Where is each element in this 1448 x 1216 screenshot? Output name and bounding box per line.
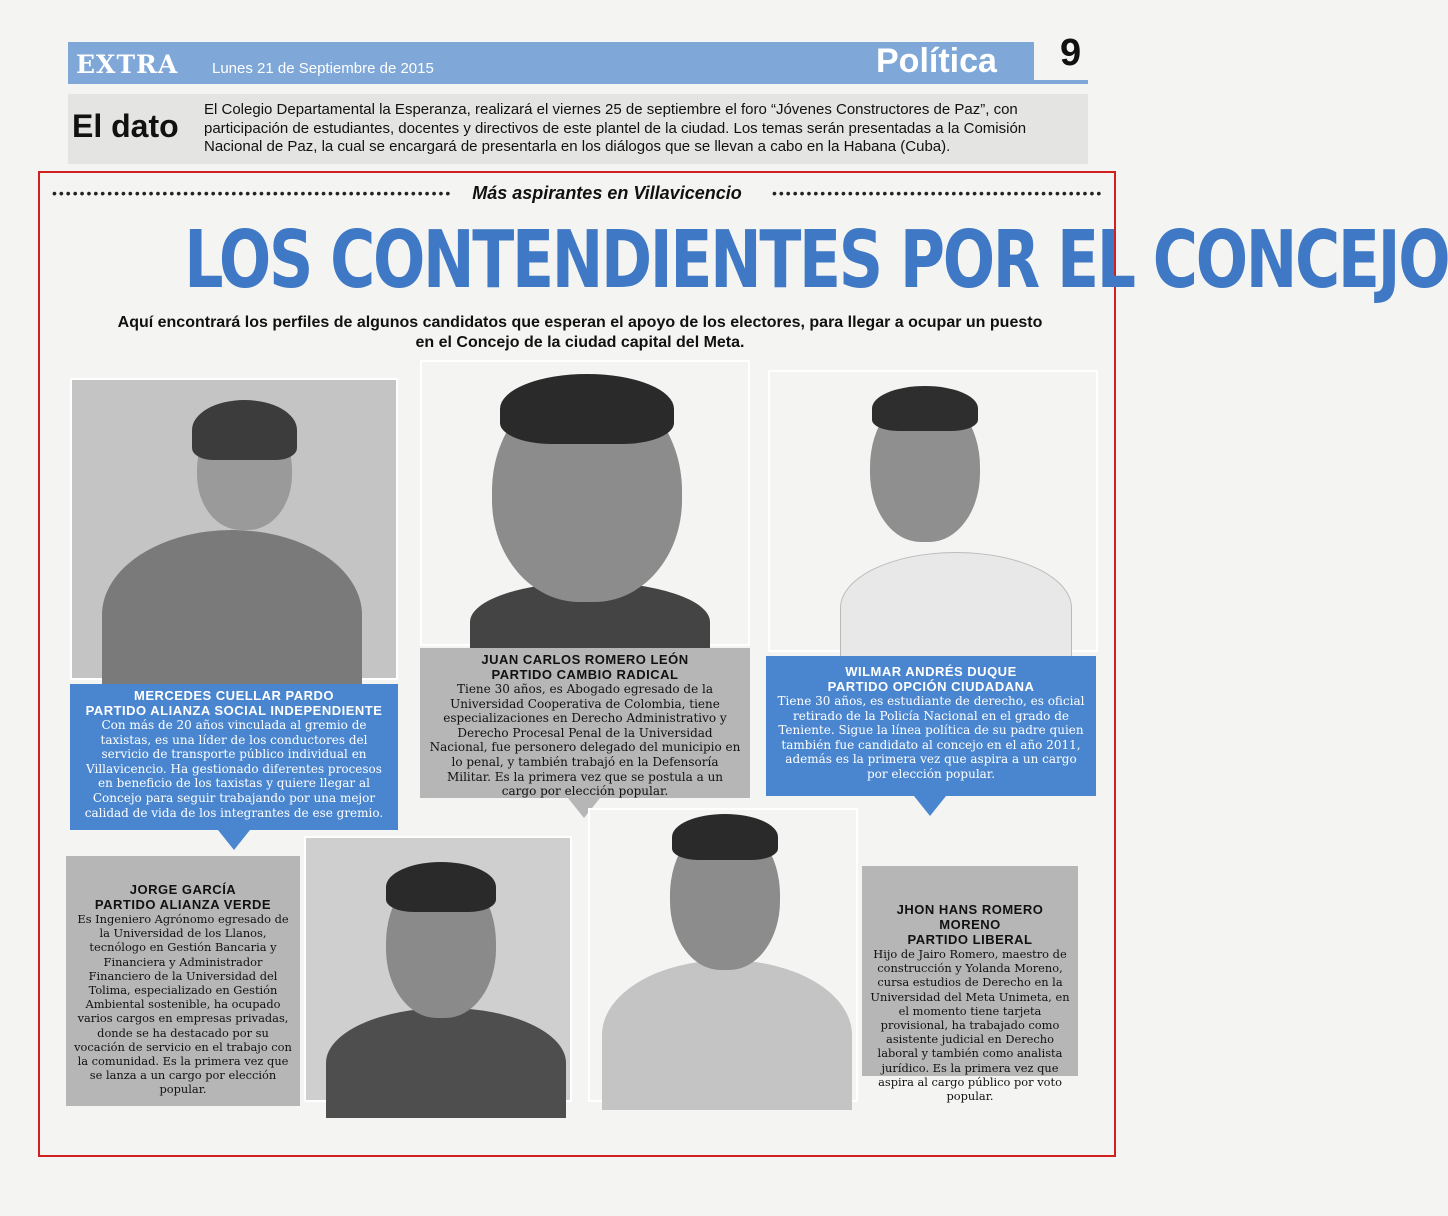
kicker-dots-right: •••••••••••••••••••••••••••••••••••••••••••••••• bbox=[772, 185, 1104, 201]
candidate-name: JUAN CARLOS ROMERO LEÓN bbox=[481, 652, 689, 667]
panel-pointer bbox=[218, 830, 250, 850]
article-headline: LOS CONTENDIENTES POR EL CONCEJO bbox=[184, 214, 1448, 306]
article-intro: Aquí encontrará los perfiles de algunos candidatos que esperan el apoyo de los electores, para llegar a ocupar un puesto en el Concejo de la ciudad capital del Meta. bbox=[117, 314, 1043, 351]
candidate-party: PARTIDO LIBERAL bbox=[907, 932, 1033, 947]
candidate-panel-jhon-hans bbox=[862, 866, 1078, 1104]
candidate-panel-jorge bbox=[66, 856, 300, 1106]
candidate-bio: Hijo de Jairo Romero, maestro de construcción y Yolanda Moreno, cursa estudios de Derecho en la Universidad del Meta Unimeta, en el momento tiene tarjeta provisional, ha trabajado como asistente judicial en Derecho laboral y también como analista jurídico. Es la primera vez que aspira al cargo público por voto popular. bbox=[870, 947, 1070, 1104]
candidate-bio: Tiene 30 años, es estudiante de derecho, es oficial retirado de la Policía Nacional en el grado de Teniente. Sigue la línea política de su padre quien también fue candidato al concejo en el año 2011, además es la primera vez que aspira a un cargo por elección popular. bbox=[777, 694, 1085, 781]
el-dato-text: El Colegio Departamental la Esperanza, realizará el viernes 25 de septiembre el foro “Jóvenes Constructores de Paz”, con participación de estudiantes, docentes y directivos de este plantel de la ciudad. Los temas serán presentadas a la Comisión Nacional de Paz, la cual se encargará de presentarla en los diálogos que se llevan a cabo en la Habana (Cuba). bbox=[204, 101, 1027, 155]
candidate-bio: Con más de 20 años vinculada al gremio de taxistas, es una líder de los conductores del servicio de transporte público individual en Villavicencio. Ha gestionado diferentes procesos en beneficio de los taxistas y quiere llegar al Concejo para seguir trabajando por una mejor calidad de vida de los integrantes de ese gremio. bbox=[84, 718, 384, 820]
newspaper-logo: EXTRA bbox=[76, 50, 179, 79]
candidate-party: PARTIDO ALIANZA VERDE bbox=[94, 897, 272, 912]
kicker-dots-left: •••••••••••••••••••••••••••••••••••••••••••••••••••••••••• bbox=[52, 185, 453, 201]
candidate-party: PARTIDO ALIANZA SOCIAL INDEPENDIENTE bbox=[85, 703, 383, 718]
candidate-name: JORGE GARCÍA bbox=[129, 882, 237, 897]
candidate-panel-mercedes bbox=[70, 684, 398, 830]
candidate-name: MERCEDES CUELLAR PARDO bbox=[134, 688, 334, 703]
panel-pointer bbox=[914, 796, 946, 816]
candidate-party: PARTIDO OPCIÓN CIUDADANA bbox=[827, 679, 1035, 694]
candidate-party: PARTIDO CAMBIO RADICAL bbox=[491, 667, 679, 682]
candidate-panel-wilmar bbox=[766, 656, 1096, 796]
candidate-photo-wilmar bbox=[768, 370, 1098, 652]
candidate-photo-mercedes bbox=[70, 378, 398, 680]
article-kicker: Más aspirantes en Villavicencio bbox=[472, 183, 742, 203]
el-dato-label: El dato bbox=[72, 108, 179, 144]
candidate-bio: Tiene 30 años, es Abogado egresado de la Universidad Cooperativa de Colombia, tiene especializaciones en Derecho Administrativo y Derecho Procesal Penal de la Universidad Nacional, fue personero delegado del municipio en lo penal, y también trabajó en la Defensoría Militar. Es la primera vez que se postula a un cargo por elección popular. bbox=[429, 682, 741, 799]
issue-date: Lunes 21 de Septiembre de 2015 bbox=[212, 60, 434, 77]
section-title: Política bbox=[876, 42, 997, 80]
candidate-name: JHON HANS ROMERO MORENO bbox=[896, 902, 1044, 932]
page-number: 9 bbox=[1060, 32, 1082, 74]
candidate-panel-juan-carlos bbox=[420, 648, 750, 798]
candidate-photo-juan-carlos bbox=[420, 360, 750, 646]
candidate-photo-jorge bbox=[304, 836, 572, 1102]
candidate-photo-jhon-hans bbox=[588, 808, 858, 1102]
candidate-name: WILMAR ANDRÉS DUQUE bbox=[845, 664, 1017, 679]
candidate-bio: Es Ingeniero Agrónomo egresado de la Universidad de los Llanos, tecnólogo en Gestión Bancaria y Financiera y Administrador Financiero de la Universidad del Tolima, especializado en Gestión Ambiental sostenible, ha ocupado varios cargos en empresas privadas, donde se ha destacado por su vocación de servicio en el trabajo con la comunidad. Es la primera vez que se lanza a un cargo por elección popular. bbox=[74, 912, 292, 1097]
